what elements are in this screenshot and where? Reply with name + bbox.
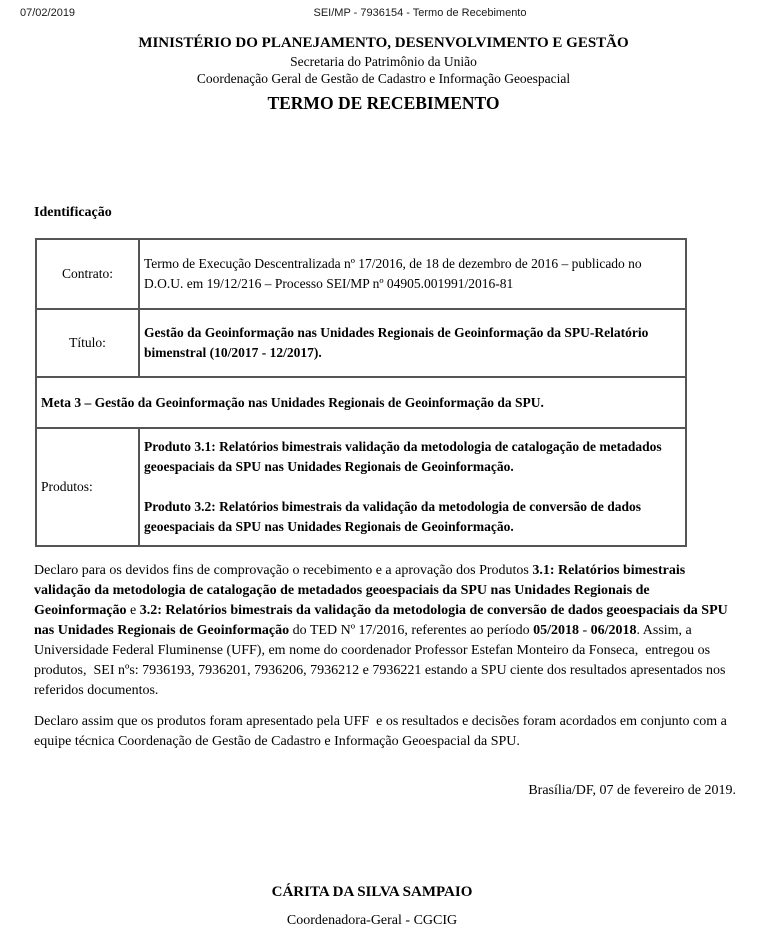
- contrato-value: Termo de Execução Descentralizada nº 17/2016, de 18 de dezembro de 2016 – publicado no D.O.U. em 19/12/216 – Processo SEI/MP nº 04905.001991/2016-81: [139, 239, 686, 309]
- identification-heading: Identificação: [34, 205, 112, 220]
- produto-3-2: Produto 3.2: Relatórios bimestrais da validação da metodologia de conversão de dados geoespaciais da SPU nas Unidades Regionais de Geoinformação.: [144, 499, 641, 534]
- signature-name: CÁRITA DA SILVA SAMPAIO: [271, 884, 473, 900]
- org-heading-block: [0, 34, 767, 112]
- produtos-label: Produtos:: [36, 428, 139, 546]
- table-row-contrato: [36, 239, 686, 309]
- header-doc-ref: SEI/MP - 7936154 - Termo de Recebimento: [313, 7, 527, 19]
- identification-table: [35, 238, 687, 547]
- table-row-produtos: [36, 428, 686, 546]
- titulo-value: Gestão da Geoinformação nas Unidades Regionais de Geoinformação da SPU-Relatório bimenstral (10/2017 - 12/2017).: [139, 309, 686, 377]
- coordination-name: Coordenação Geral de Gestão de Cadastro e Informação Geoespacial: [196, 71, 571, 86]
- print-header: [0, 7, 767, 23]
- produtos-value: [139, 428, 686, 546]
- table-row-meta: [36, 377, 686, 428]
- header-date: 07/02/2019: [20, 7, 76, 19]
- document-title: TERMO DE RECEBIMENTO: [267, 93, 500, 113]
- titulo-label: Título:: [36, 309, 139, 377]
- declaration-paragraph-1: Declaro para os devidos fins de comprovação o recebimento e a aprovação dos Produtos 3.1: Relatórios bimestrais validação da metodologia de catalogação de metadados geoespaciais da SPU nas Unidades Regionais de Geoinformação e 3.2: Relatórios bimestrais da validação da metodologia de conversão de dados geoespaciais da SPU nas Unidades Regionais de Geoinformação do TED Nº 17/2016, referentes ao período 05/2018 - 06/2018. Assim, a Universidade Federal Fluminense (UFF), em nome do coordenador Professor Estefan Monteiro da Fonseca, entregou os produtos, SEI nºs: 7936193, 7936201, 7936206, 7936212 e 7936221 estando a SPU ciente dos resultados apresentados nos referidos documentos.: [34, 563, 732, 698]
- meta-value: Meta 3 – Gestão da Geoinformação nas Unidades Regionais de Geoinformação da SPU.: [36, 377, 686, 428]
- declaration-block: [34, 561, 736, 752]
- ministry-name: MINISTÉRIO DO PLANEJAMENTO, DESENVOLVIMENTO E GESTÃO: [138, 35, 629, 51]
- signature-role: Coordenadora-Geral - CGCIG: [286, 913, 458, 928]
- contrato-label: Contrato:: [36, 239, 139, 309]
- table-row-titulo: [36, 309, 686, 377]
- produto-3-1: Produto 3.1: Relatórios bimestrais validação da metodologia de catalogação de metadados geoespaciais da SPU nas Unidades Regionais de Geoinformação.: [144, 439, 662, 474]
- secretariat-name: Secretaria do Patrimônio da União: [290, 54, 477, 69]
- declaration-paragraph-2: Declaro assim que os produtos foram apresentado pela UFF e os resultados e decisões foram acordados em conjunto com a equipe técnica Coordenação de Gestão de Cadastro e Informação Geoespacial da SPU.: [34, 714, 731, 749]
- closing-date-line: Brasília/DF, 07 de fevereiro de 2019.: [528, 783, 736, 798]
